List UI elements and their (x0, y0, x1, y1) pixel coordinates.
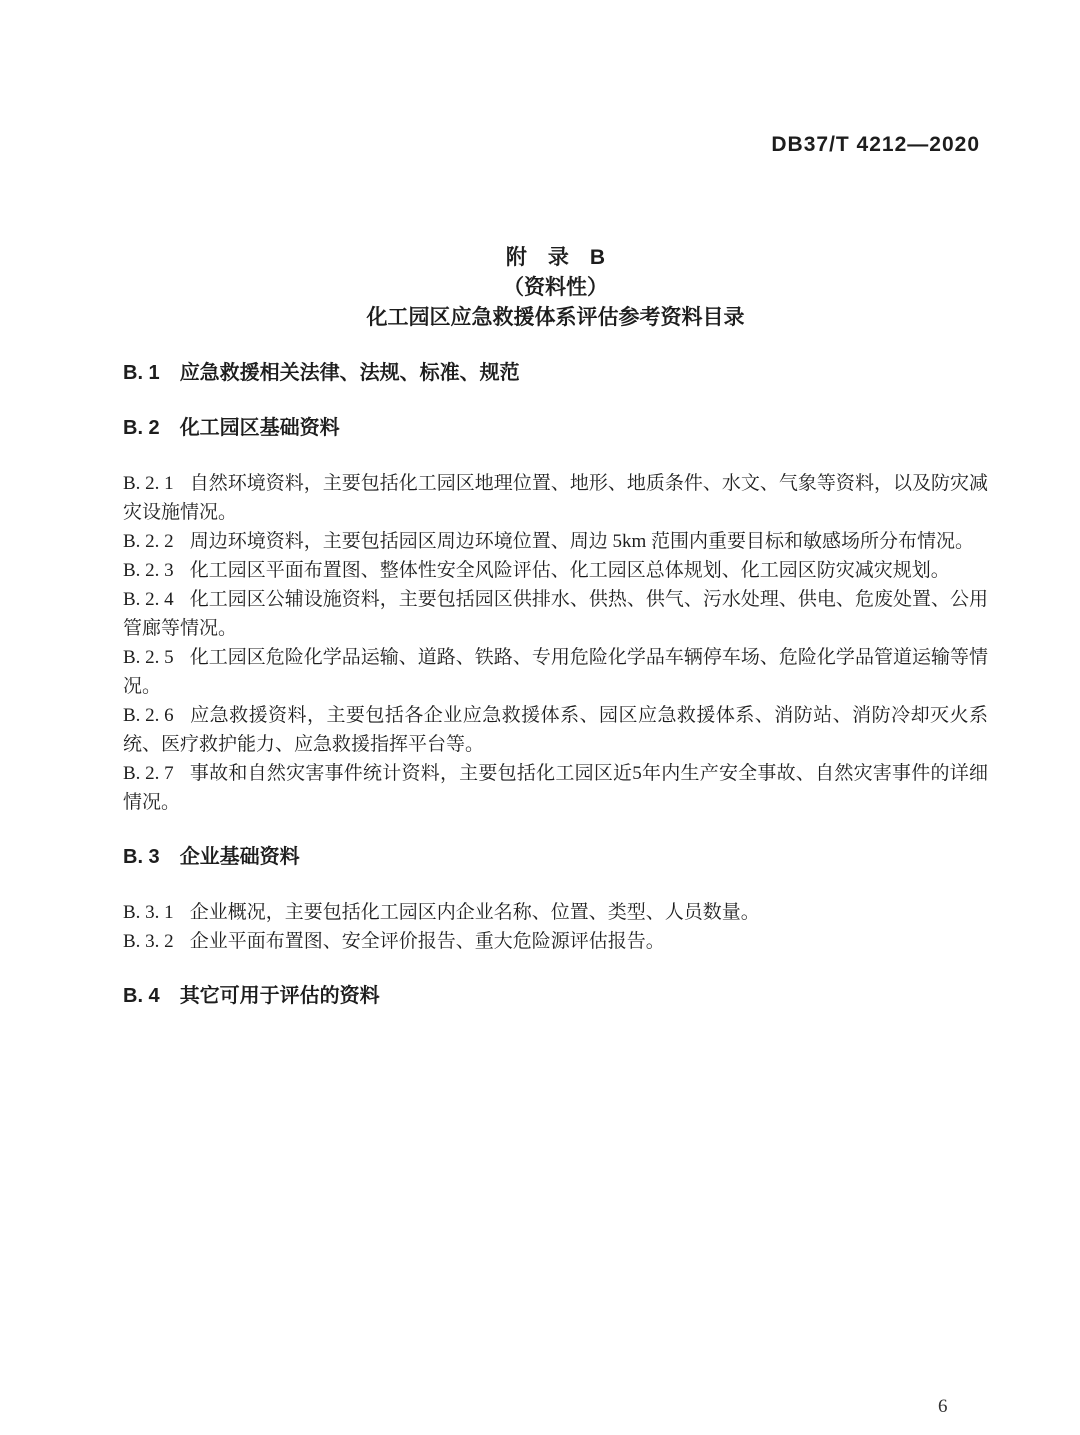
clause-number: B. 3. 2 (123, 931, 174, 952)
clause-b2-7 (123, 759, 988, 817)
clause-number: B. 2. 4 (123, 589, 174, 610)
section-heading-b3 (123, 843, 988, 872)
clause-number: B. 2. 7 (123, 763, 174, 784)
clause-b3-2 (123, 927, 988, 956)
section-heading-b2 (123, 414, 988, 443)
clause-text: 化工园区平面布置图、整体性安全风险评估、化工园区总体规划、化工园区防灾减灾规划。 (189, 560, 950, 581)
clause-b2-1 (123, 469, 988, 527)
standard-number-header: DB37/T 4212—2020 (771, 133, 980, 156)
section-title: 其它可用于评估的资料 (179, 985, 380, 1007)
clause-number: B. 3. 1 (123, 902, 174, 923)
section-title: 应急救援相关法律、法规、标准、规范 (179, 362, 520, 384)
clause-b2-2 (123, 527, 988, 556)
clause-number: B. 2. 1 (123, 473, 174, 494)
clause-b3-1 (123, 898, 988, 927)
section-title: 企业基础资料 (179, 846, 300, 868)
page-number: 6 (938, 1396, 948, 1417)
clause-b2-6 (123, 701, 988, 759)
clause-b2-4 (123, 585, 988, 643)
appendix-label: 附 录 B (505, 246, 606, 269)
clause-b2-5 (123, 643, 988, 701)
section-number: B. 4 (123, 985, 160, 1007)
clause-text: 企业平面布置图、安全评价报告、重大危险源评估报告。 (189, 931, 665, 952)
clause-b2-3 (123, 556, 988, 585)
section-heading-b4 (123, 982, 988, 1011)
appendix-title-block (123, 243, 988, 333)
clause-number: B. 2. 2 (123, 531, 174, 552)
section-title: 化工园区基础资料 (179, 417, 340, 439)
clause-text: 周边环境资料，主要包括园区周边环境位置、周边 5km 范围内重要目标和敏感场所分布情况。 (189, 531, 974, 552)
section-number: B. 3 (123, 846, 160, 868)
clause-text: 自然环境资料，主要包括化工园区地理位置、地形、地质条件、水文、气象等资料，以及防灾减灾设施情况。 (123, 473, 988, 523)
clause-text: 应急救援资料，主要包括各企业应急救援体系、园区应急救援体系、消防站、消防冷却灭火系统、医疗救护能力、应急救援指挥平台等。 (123, 705, 988, 755)
clause-text: 事故和自然灾害事件统计资料，主要包括化工园区近5年内生产安全事故、自然灾害事件的详细情况。 (123, 763, 988, 813)
appendix-title: 化工园区应急救援体系评估参考资料目录 (366, 306, 745, 329)
section-number: B. 2 (123, 417, 160, 439)
clause-number: B. 2. 3 (123, 560, 174, 581)
appendix-content (123, 243, 988, 1037)
clause-number: B. 2. 5 (123, 647, 174, 668)
clause-number: B. 2. 6 (123, 705, 174, 726)
clause-text: 化工园区危险化学品运输、道路、铁路、专用危险化学品车辆停车场、危险化学品管道运输等情况。 (123, 647, 988, 697)
section-heading-b1 (123, 359, 988, 388)
section-number: B. 1 (123, 362, 160, 384)
appendix-kind: （资料性） (503, 276, 608, 299)
clause-text: 化工园区公辅设施资料，主要包括园区供排水、供热、供气、污水处理、供电、危废处置、公用管廊等情况。 (123, 589, 988, 639)
clause-text: 企业概况，主要包括化工园区内企业名称、位置、类型、人员数量。 (189, 902, 760, 923)
